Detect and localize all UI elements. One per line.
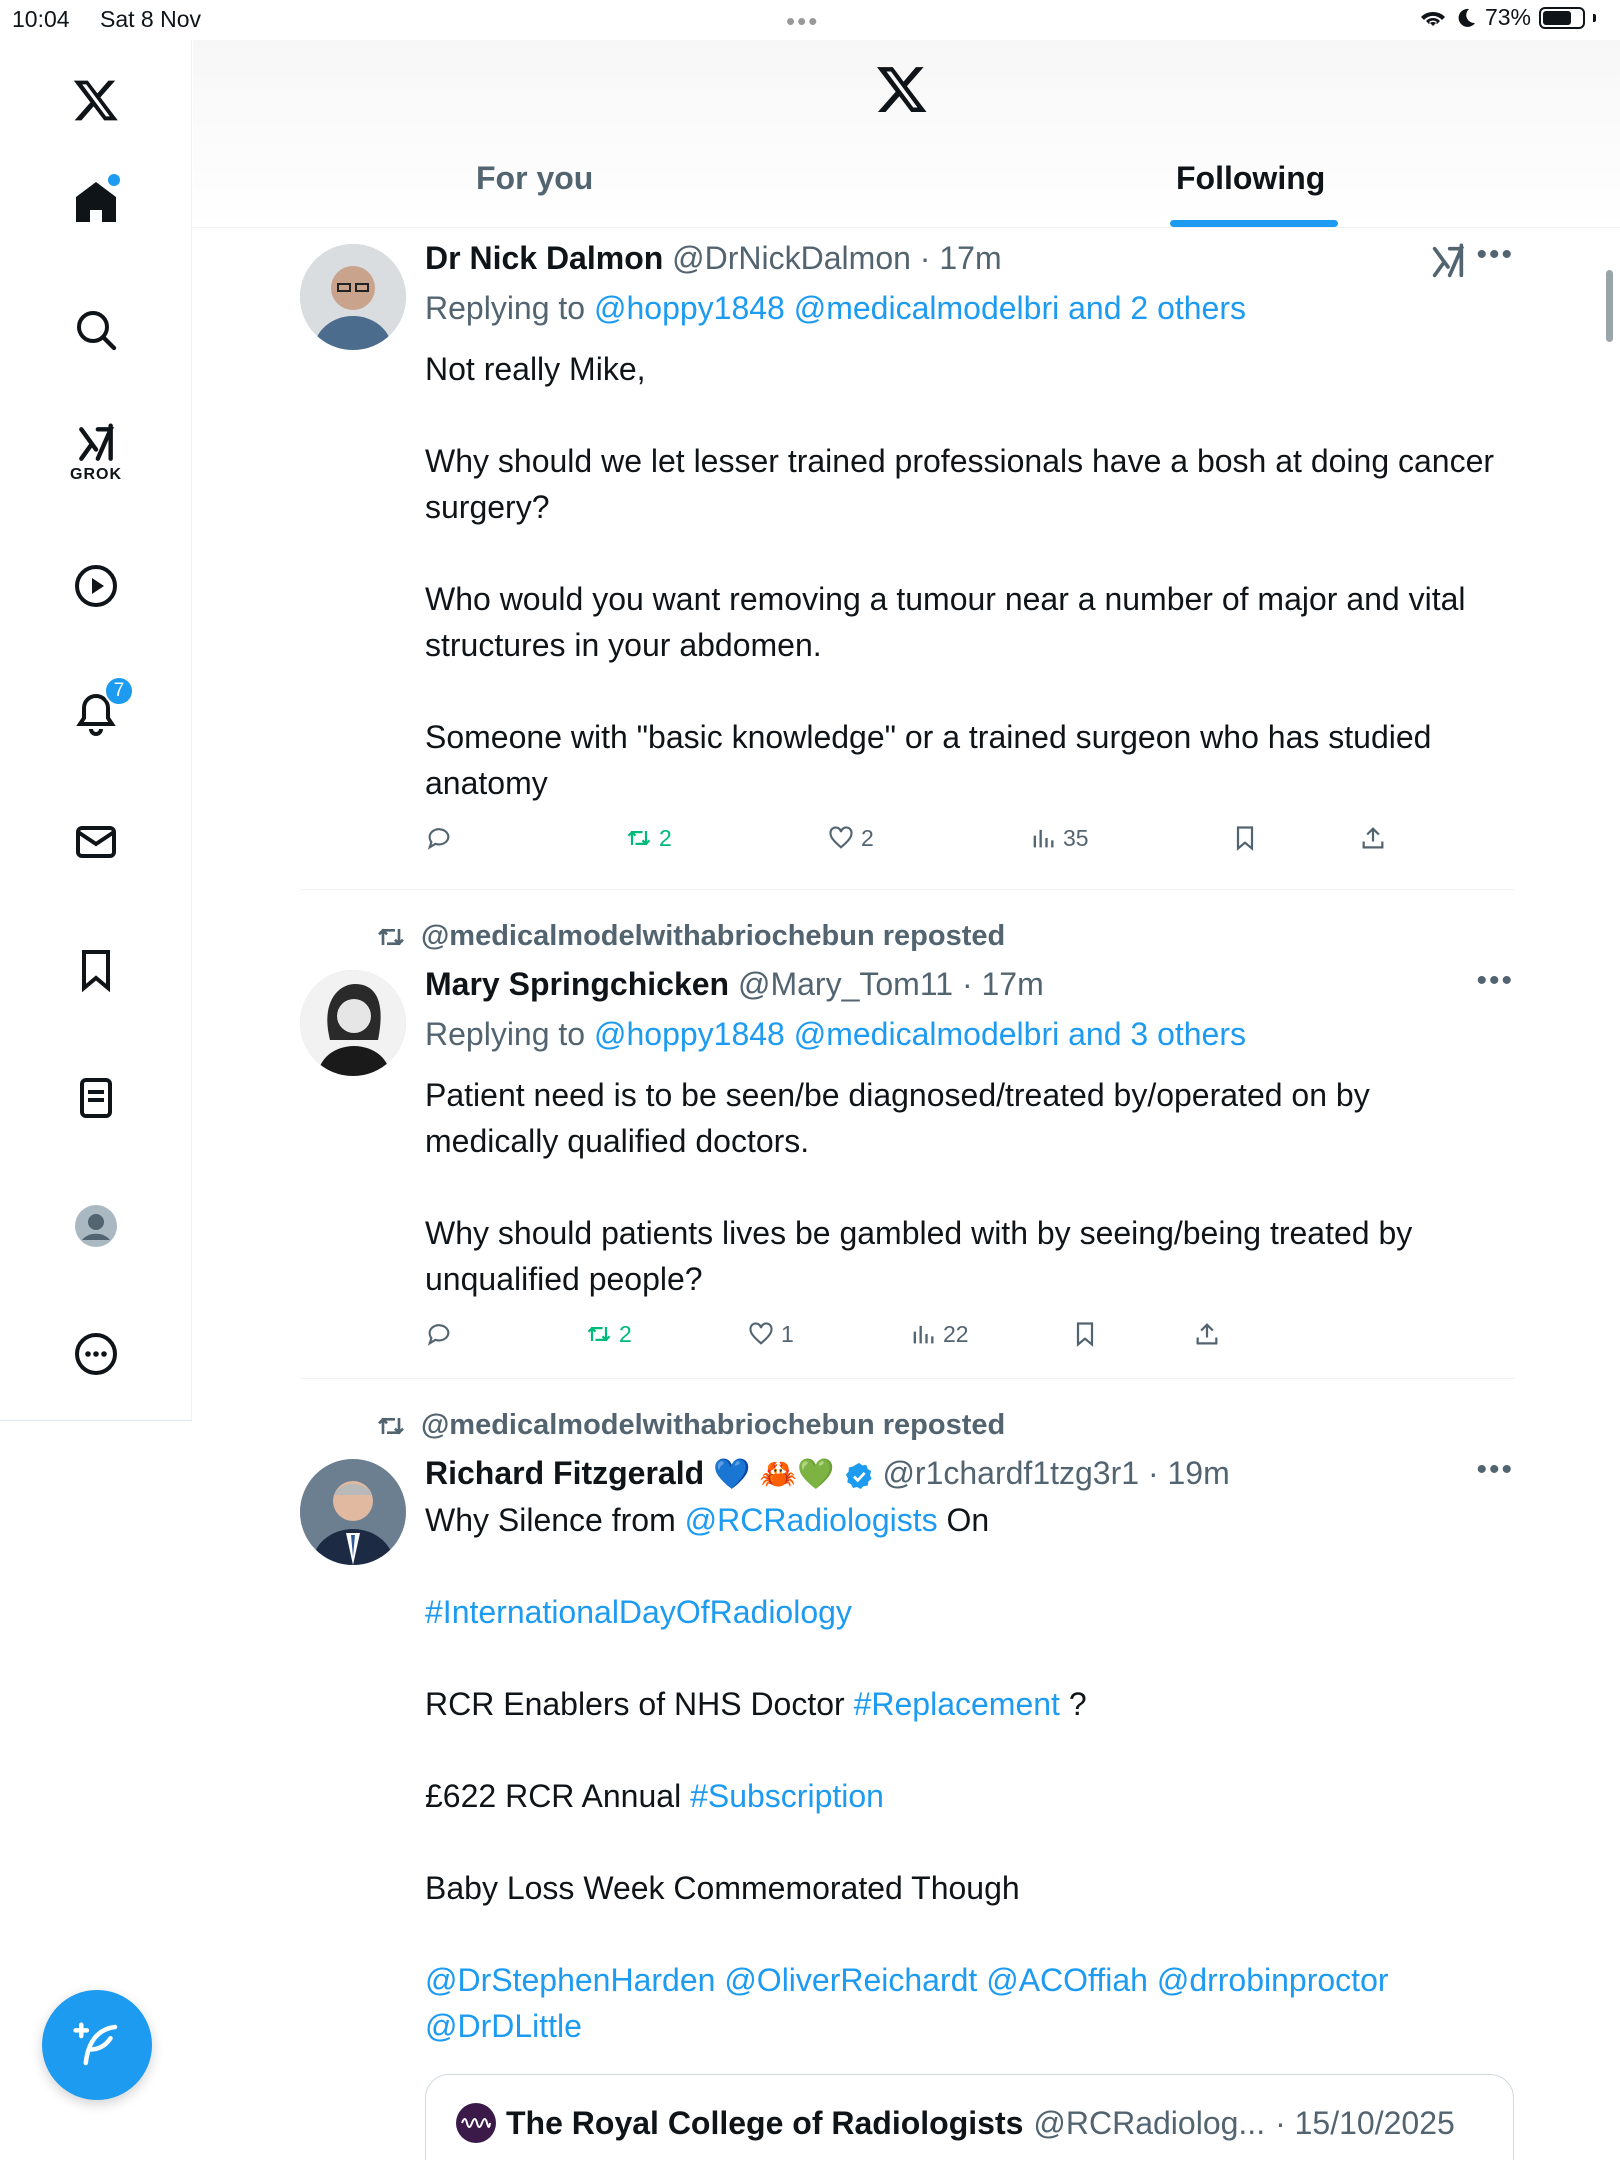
tweet-divider [300,1378,1514,1379]
tab-active-indicator [1170,220,1338,227]
repost-attribution-text[interactable]: @medicalmodelwithabriochebun reposted [421,920,1006,952]
tweet-paragraph-blank [425,1635,1505,1681]
mention-links[interactable]: @DrStephenHarden @OliverReichardt @ACOffiah @drrobinproctor [425,1962,1389,1998]
status-date: Sat 8 Nov [100,6,201,32]
tweet-paragraph [425,2003,1505,2049]
repost-count: 2 [619,1320,632,1347]
wifi-icon [1419,6,1447,30]
sidebar-divider [0,1420,192,1421]
repost-icon [625,824,653,852]
author-name-emojis: 💙 🦀💚 [713,1457,835,1492]
replying-to [425,290,1246,327]
views-button[interactable] [1029,824,1089,852]
mention-link[interactable]: @RCRadiologists [684,1502,938,1538]
like-count: 1 [781,1320,794,1347]
view-count: 35 [1063,824,1089,851]
tweet[interactable] [300,1409,1514,2160]
repost-small-icon [375,1410,407,1442]
tweet-paragraph [425,1164,1505,1210]
compose-post-button[interactable] [42,1990,152,2100]
avatar[interactable] [300,1459,406,1565]
tweet-paragraph-blank [425,1911,1505,1957]
tweet-body [425,346,1505,806]
notifications-badge: 7 [104,676,134,706]
tweet-time[interactable]: · 17m [919,240,1002,276]
heart-icon [747,1320,775,1348]
reply-icon [425,1320,453,1348]
tweet-divider [300,889,1514,890]
replying-to-links[interactable]: @hoppy1848 @medicalmodelbri and 3 others [593,1016,1246,1052]
lists-icon[interactable] [66,1068,126,1128]
view-count: 22 [943,1320,969,1347]
more-options-circle-icon[interactable] [66,1324,126,1384]
text-run: RCR Enablers of NHS Doctor [425,1686,854,1722]
share-button[interactable] [1359,824,1387,852]
bookmarks-icon[interactable] [66,940,126,1000]
sidebar-nav [0,40,192,1420]
profile-avatar-icon[interactable] [66,1196,126,1256]
text-run: On [937,1502,990,1538]
home-icon[interactable] [66,172,126,232]
quoted-author-name[interactable]: The Royal College of Radiologists [506,2104,1024,2141]
tweet[interactable] [300,920,1514,1360]
tweet-header [425,1455,1230,1492]
status-time: 10:04 [12,6,70,32]
repost-icon [585,1320,613,1348]
repost-attribution-text[interactable]: @medicalmodelwithabriochebun reposted [421,1409,1006,1441]
scrollbar-thumb[interactable] [1606,270,1613,342]
quoted-avatar [456,2103,496,2143]
author-handle[interactable]: @DrNickDalmon [672,240,911,276]
x-logo-icon[interactable] [66,70,126,130]
like-button[interactable] [747,1320,794,1348]
tweet-paragraph: Who would you want removing a tumour near a number of major and vital structures in your abdomen. [425,581,1466,663]
moon-icon [1455,7,1477,29]
tweet-header [425,966,1044,1003]
tweet-paragraph [425,1957,1505,2003]
reply-button[interactable] [425,1320,459,1348]
more-options-icon[interactable]: ••• [1476,238,1514,271]
grok-explain-icon[interactable] [1428,242,1468,282]
replying-to [425,1016,1246,1053]
grok-icon[interactable] [66,422,126,482]
hashtag-link[interactable]: #InternationalDayOfRadiology [425,1594,852,1630]
repost-button[interactable] [585,1320,632,1348]
tweet-paragraph: Why should we let lesser trained professionals have a bosh at doing cancer surgery? [425,443,1495,525]
tweet-paragraph [425,668,1505,714]
reply-icon [425,824,453,852]
tweet-paragraph-blank [425,1819,1505,1865]
text-run: ? [1059,1686,1087,1722]
text-run: £622 RCR Annual [425,1778,691,1814]
bookmark-button[interactable] [1071,1320,1099,1348]
status-bar [0,0,1620,40]
tweet-paragraph [425,1589,1505,1635]
repost-attribution [375,920,1005,953]
tweet-body [425,1072,1505,1302]
notifications-bell-icon[interactable] [66,680,126,744]
replying-prefix: Replying to [425,290,594,326]
tweet-paragraph [425,1497,1505,1543]
quoted-date: · 15/10/2025 [1275,2104,1455,2141]
repost-small-icon [375,921,407,953]
tweet-paragraph-blank [425,1727,1505,1773]
tweet-paragraph: Why should patients lives be gambled with by seeing/being treated by unqualified people? [425,1215,1413,1297]
share-button[interactable] [1193,1320,1221,1348]
share-icon [1359,824,1387,852]
messages-envelope-icon[interactable] [66,812,126,872]
tweet-paragraph [425,530,1505,576]
repost-button[interactable] [625,824,672,852]
tweet-header [425,240,1002,277]
bookmark-icon [1071,1320,1099,1348]
replying-to-links[interactable]: @hoppy1848 @medicalmodelbri and 2 others [593,290,1246,326]
tweet-paragraph: Patient need is to be seen/be diagnosed/treated by/operated on by medically qualified doctors. [425,1077,1370,1159]
tab-following[interactable]: Following [1176,160,1326,196]
bookmark-icon [1231,824,1259,852]
text-run: Why Silence from [425,1502,685,1538]
author-name[interactable]: Richard Fitzgerald [425,1455,705,1491]
analytics-icon [909,1320,937,1348]
more-options-icon[interactable]: ••• [1476,1453,1514,1486]
tweet-time[interactable]: · 19m [1147,1455,1230,1491]
like-button[interactable] [827,824,874,852]
tweet-paragraph-blank [425,1543,1505,1589]
compose-feather-icon [70,2018,124,2072]
author-handle[interactable]: @r1chardf1tzg3r1 [882,1455,1140,1491]
search-icon[interactable] [66,300,126,360]
tweet-paragraph: Baby Loss Week Commemorated Though [425,1870,1020,1906]
hashtag-link[interactable]: #Replacement [853,1686,1060,1722]
repost-count: 2 [659,824,672,851]
more-options-icon[interactable]: ••• [1476,964,1514,997]
battery-percent: 73% [1484,4,1531,30]
tweet-paragraph: Someone with "basic knowledge" or a trained surgeon who has studied anatomy [425,719,1432,801]
analytics-icon [1029,824,1057,852]
views-button[interactable] [909,1320,969,1348]
replying-prefix: Replying to [425,1016,594,1052]
author-name[interactable]: Mary Springchicken [425,966,730,1002]
author-handle[interactable]: @Mary_Tom11 [737,966,954,1002]
reply-button[interactable] [425,824,459,852]
like-count: 2 [861,824,874,851]
x-header-logo-icon[interactable] [875,62,929,116]
tweet-paragraph [425,392,1505,438]
verified-badge-icon [844,1461,874,1491]
heart-icon [827,824,855,852]
tweet[interactable] [300,240,1514,850]
share-icon [1193,1320,1221,1348]
timeline-header [193,40,1620,228]
video-icon[interactable] [66,556,126,616]
quoted-author-handle[interactable]: @RCRadiolog... [1033,2104,1266,2141]
tweet-body [425,1497,1505,2049]
battery-icon [1539,7,1585,29]
quoted-tweet-header [456,2103,1455,2143]
tweet-paragraph [425,1681,1505,1727]
bookmark-button[interactable] [1231,824,1259,852]
hashtag-link[interactable]: #Subscription [690,1778,884,1814]
repost-attribution [375,1409,1005,1442]
avatar[interactable] [300,244,406,350]
avatar[interactable] [300,970,406,1076]
tweet-paragraph: Not really Mike, [425,351,646,387]
grok-label: GROK [70,466,122,483]
quoted-tweet-card[interactable] [425,2074,1514,2160]
multitasking-dots-icon[interactable]: ••• [786,6,820,36]
home-unread-dot [108,174,120,186]
tab-for-you[interactable]: For you [476,160,594,196]
tweet-paragraph [425,1773,1505,1819]
author-name[interactable]: Dr Nick Dalmon [425,240,664,276]
mention-links[interactable]: @DrDLittle [425,2008,582,2044]
status-right [1419,4,1596,31]
tweet-time[interactable]: · 17m [961,966,1044,1002]
